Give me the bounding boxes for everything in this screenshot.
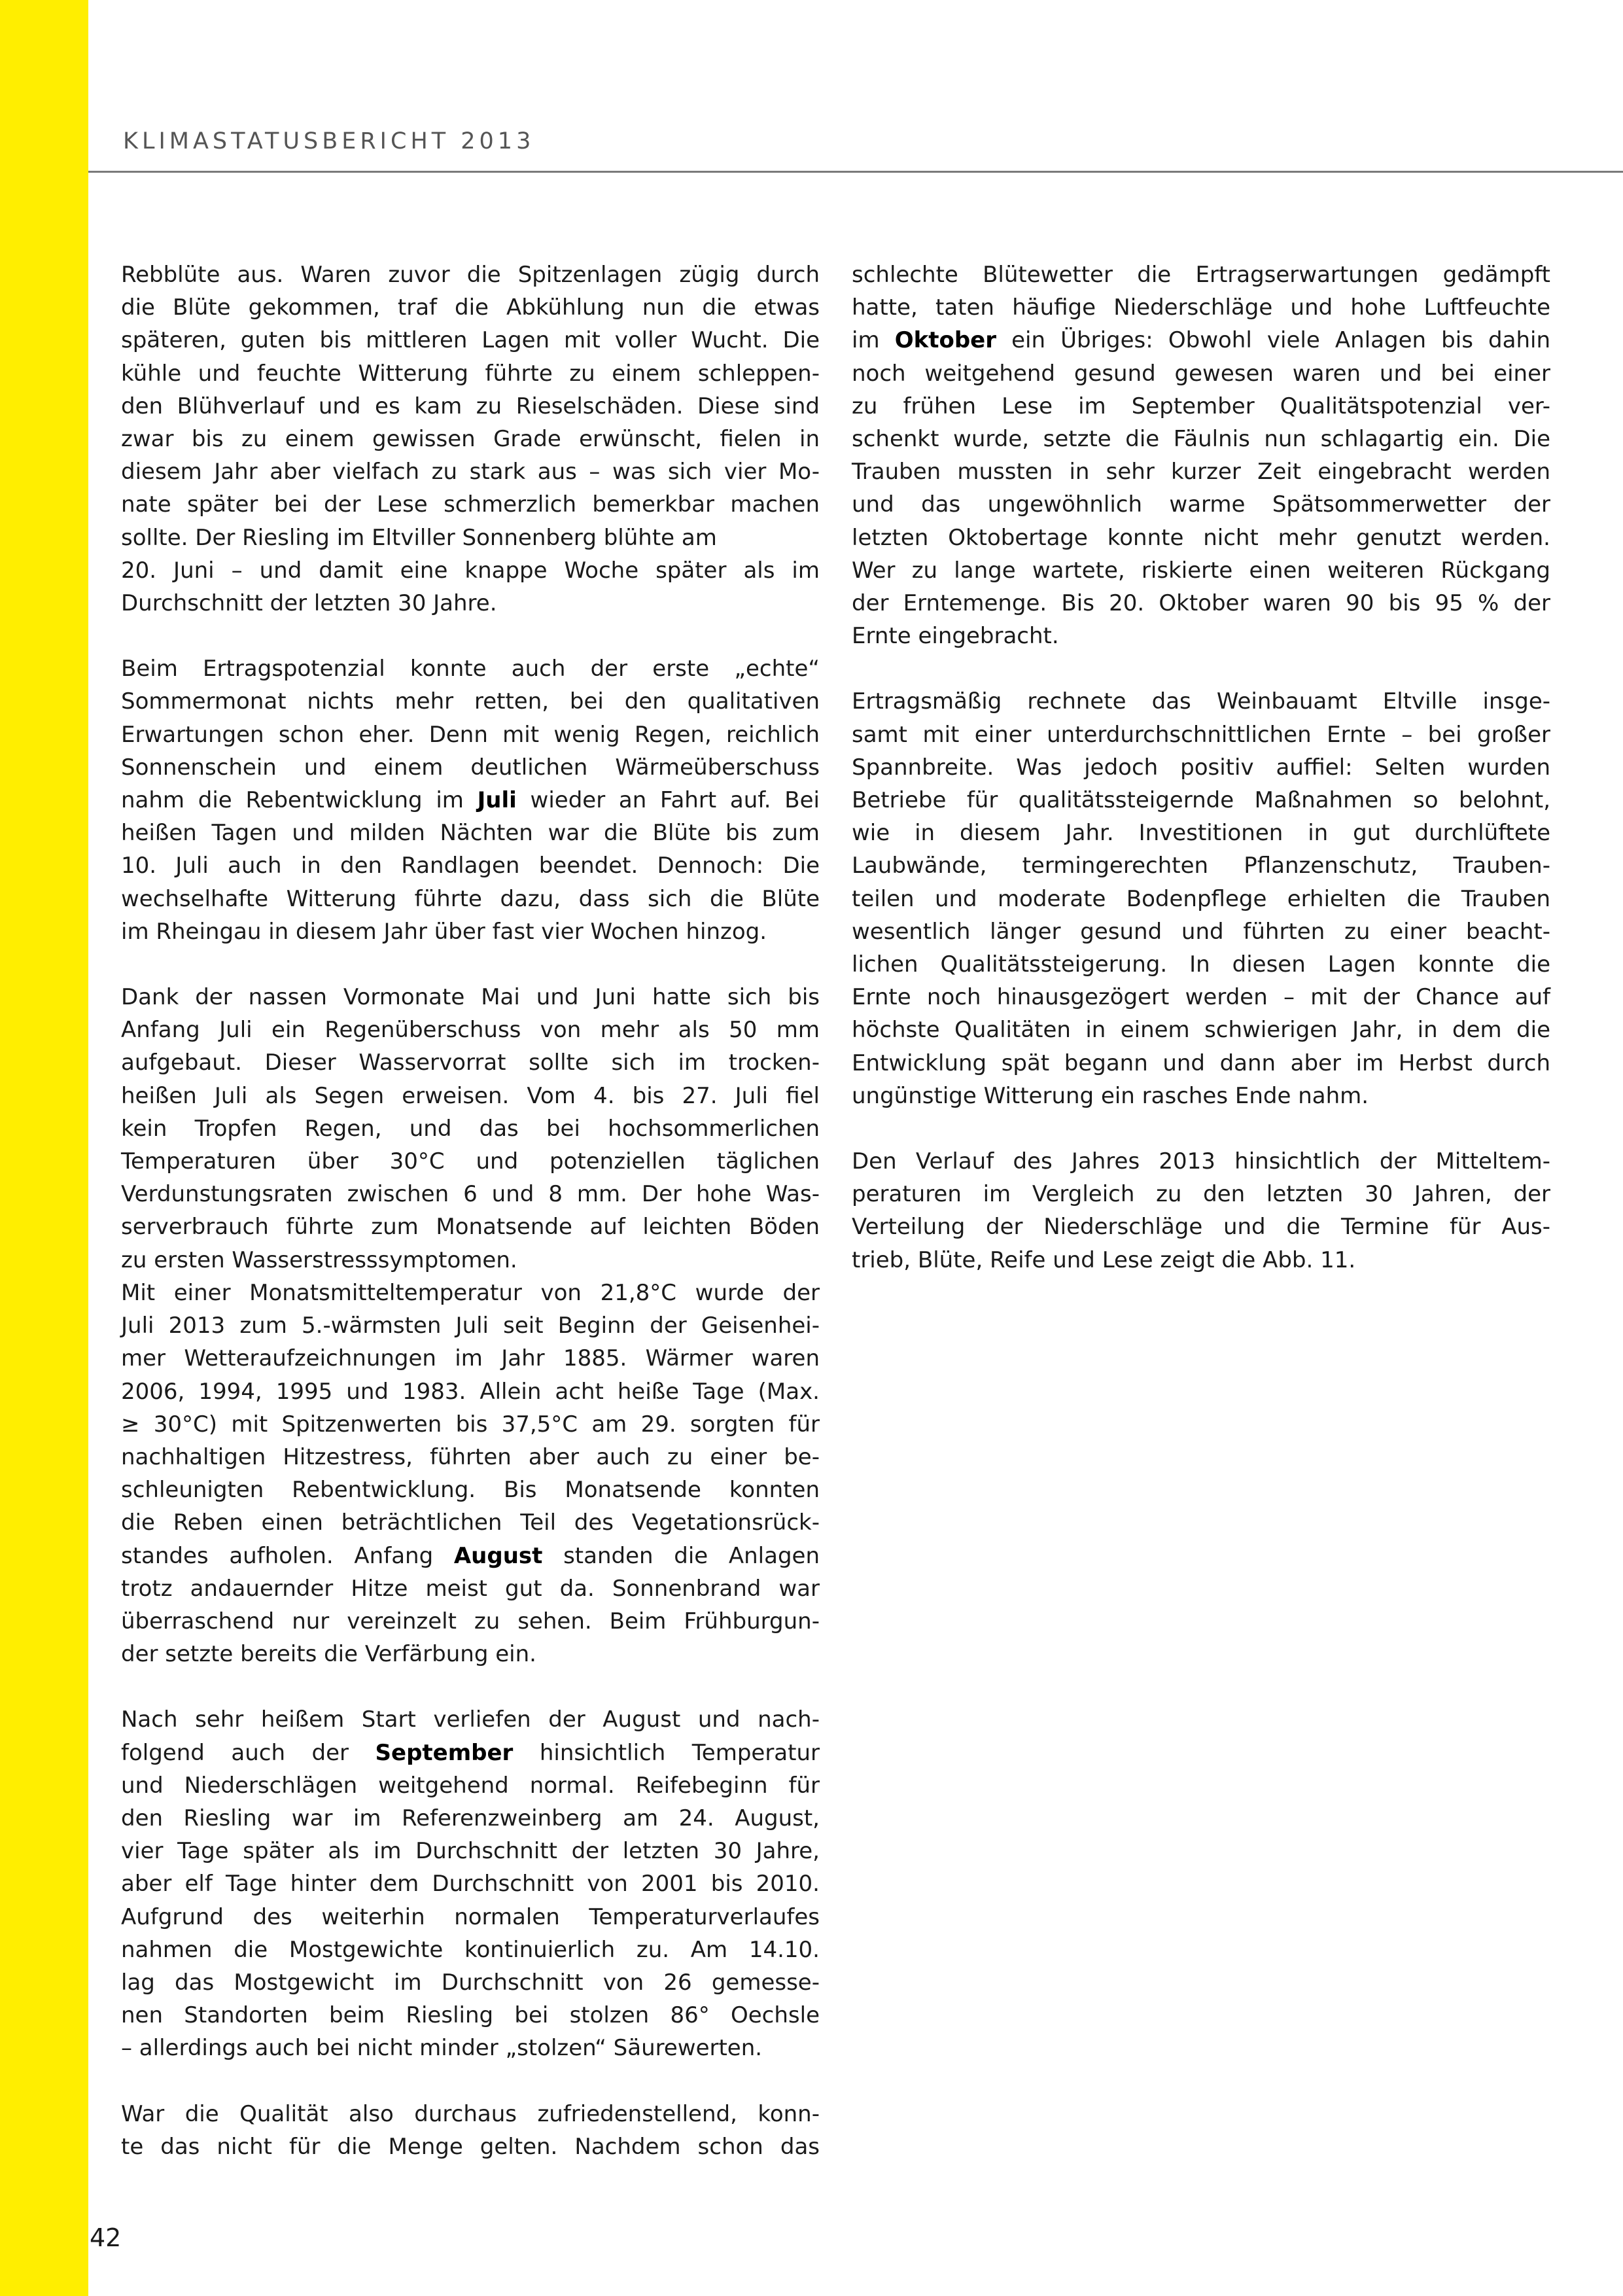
text-line: letzten Oktobertage konnte nicht mehr genutzt werden. — [852, 524, 1550, 551]
text-line: schlechte Blütewetter die Ertragserwartungen gedämpft — [852, 262, 1550, 288]
text-line: vier Tage später als im Durchschnitt der letzten 30 Jahre, — [121, 1838, 820, 1865]
text-line: serverbrauch führte zum Monatsende auf leichten Böden — [121, 1214, 820, 1241]
text-line: Betriebe für qualitätssteigernde Maßnahmen so belohnt, — [852, 787, 1550, 814]
text-line: Beim Ertragspotenzial konnte auch der erste „echte“ — [121, 656, 820, 682]
text-line: späteren, guten bis mittleren Lagen mit voller Wucht. Die — [121, 327, 820, 354]
text-run: wieder an Fahrt auf. Bei — [516, 787, 820, 814]
text-line: ungünstige Witterung ein rasches Ende nahm. — [852, 1082, 1369, 1109]
text-line: samt mit einer unterdurchschnittlichen Ernte – bei großer — [852, 721, 1550, 748]
text-line: Ernte noch hinausgezögert werden – mit der Chance auf — [852, 984, 1550, 1011]
text-run: ein Übriges: Obwohl viele Anlagen bis dahin — [996, 327, 1550, 354]
text-line: Verteilung der Niederschläge und die Termine für Aus- — [852, 1214, 1550, 1241]
text-line: nahmen die Mostgewichte kontinuierlich zu. Am 14.10. — [121, 1936, 820, 1963]
text-line: Anfang Juli ein Regenüberschuss von mehr als 50 mm — [121, 1017, 820, 1044]
text-line: Entwicklung spät begann und dann aber im Herbst durch — [852, 1050, 1550, 1076]
text-line: noch weitgehend gesund gewesen waren und bei einer — [852, 360, 1550, 387]
text-line: Trauben mussten in sehr kurzer Zeit eingebracht werden — [852, 459, 1550, 486]
text-line: Durchschnitt der letzten 30 Jahre. — [121, 590, 497, 617]
text-line: peraturen im Vergleich zu den letzten 30 Jahren, der — [852, 1181, 1550, 1208]
text-run: standes aufholen. Anfang — [121, 1542, 454, 1569]
text-run: nahm die Rebentwicklung im — [121, 787, 478, 814]
right-column — [852, 258, 1550, 1277]
text-line: Den Verlauf des Jahres 2013 hinsichtlich der Mitteltem- — [852, 1148, 1550, 1175]
text-line: Wer zu lange wartete, riskierte einen weiteren Rückgang — [852, 557, 1550, 584]
text-line: aber elf Tage hinter dem Durchschnitt von 2001 bis 2010. — [121, 1871, 820, 1898]
paragraph-verlauf-abb — [852, 1145, 1550, 1277]
header-rule — [88, 171, 1623, 173]
text-line: zwar bis zu einem gewissen Grade erwünscht, fielen in — [121, 426, 820, 453]
text-line: teilen und moderate Bodenpflege erhielten die Trauben — [852, 885, 1550, 912]
text-line: sollte. Der Riesling im Eltviller Sonnenberg blühte am — [121, 524, 717, 551]
text-line: Laubwände, termingerechten Pflanzenschutz, Trauben- — [852, 853, 1550, 879]
text-line: höchste Qualitäten in einem schwierigen Jahr, in dem die — [852, 1017, 1550, 1044]
text-line: Verdunstungsraten zwischen 6 und 8 mm. Der hohe Was- — [121, 1181, 820, 1208]
text-line: im Rheingau in diesem Jahr über fast vier Wochen hinzog. — [121, 918, 767, 945]
paragraph-ertragspotenzial — [121, 652, 820, 948]
text-line: ≥ 30°C) mit Spitzenwerten bis 37,5°C am 29. sorgten für — [121, 1411, 820, 1438]
text-line: Ernte eingebracht. — [852, 623, 1059, 650]
text-line: Dank der nassen Vormonate Mai und Juni hatte sich bis — [121, 984, 820, 1011]
text-line: Juli 2013 zum 5.-wärmsten Juli seit Beginn der Geisenhei- — [121, 1313, 820, 1339]
yellow-side-bar — [0, 0, 88, 2296]
text-line: Rebblüte aus. Waren zuvor die Spitzenlagen zügig durch — [121, 262, 820, 288]
text-line: 20. Juni – und damit eine knappe Woche später als im — [121, 557, 820, 584]
paragraph-august-september — [121, 1703, 820, 2064]
text-line: schleunigten Rebentwicklung. Bis Monatsende konnten — [121, 1477, 820, 1504]
text-line — [852, 324, 1550, 357]
text-line: kühle und feuchte Witterung führte zu einem schleppen- — [121, 360, 820, 387]
text-line: aufgebaut. Dieser Wasservorrat sollte sich im trocken- — [121, 1050, 820, 1076]
text-line: War die Qualität also durchaus zufriedenstellend, konn- — [121, 2100, 820, 2127]
text-run: standen die Anlagen — [542, 1542, 820, 1569]
text-line: wechselhafte Witterung führte dazu, dass sich die Blüte — [121, 885, 820, 912]
text-line: hatte, taten häufige Niederschläge und hohe Luftfeuchte — [852, 294, 1550, 321]
text-line: schenkt wurde, setzte die Fäulnis nun schlagartig ein. Die — [852, 426, 1550, 453]
text-line: – allerdings auch bei nicht minder „stolzen“ Säurewerten. — [121, 2035, 763, 2062]
text-line: diesem Jahr aber vielfach zu stark aus – was sich vier Mo- — [121, 459, 820, 486]
text-line: lag das Mostgewicht im Durchschnitt von 26 gemesse- — [121, 1969, 820, 1996]
text-line: überraschend nur vereinzelt zu sehen. Beim Frühburgun- — [121, 1608, 820, 1634]
text-line: 10. Juli auch in den Randlagen beendet. Dennoch: Die — [121, 853, 820, 879]
text-run: im — [852, 327, 895, 354]
text-line: der Erntemenge. Bis 20. Oktober waren 90 bis 95 % der — [852, 590, 1550, 617]
text-run: folgend auch der — [121, 1739, 375, 1766]
month-august-bold: August — [453, 1542, 543, 1569]
text-line: trieb, Blüte, Reife und Lese zeigt die Abb. 11. — [852, 1246, 1356, 1273]
text-line: kein Tropfen Regen, und das bei hochsommerlichen — [121, 1115, 820, 1142]
text-line: lichen Qualitätssteigerung. In diesen Lagen konnte die — [852, 951, 1550, 978]
text-line: 2006, 1994, 1995 und 1983. Allein acht heiße Tage (Max. — [121, 1378, 820, 1405]
text-line: heißen Tagen und milden Nächten war die Blüte bis zum — [121, 820, 820, 847]
text-line: und das ungewöhnlich warme Spätsommerwetter der — [852, 491, 1550, 518]
text-line: Sommermonat nichts mehr retten, bei den qualitativen — [121, 688, 820, 715]
month-juli-bold: Juli — [477, 787, 517, 814]
text-line: Temperaturen über 30°C und potenziellen täglichen — [121, 1148, 820, 1175]
text-line: wie in diesem Jahr. Investitionen in gut durchlüftete — [852, 820, 1550, 847]
month-september-bold: September — [375, 1739, 514, 1766]
text-line: trotz andauernder Hitze meist gut da. Sonnenbrand war — [121, 1575, 820, 1602]
text-line: der setzte bereits die Verfärbung ein. — [121, 1641, 536, 1668]
text-run: hinsichtlich Temperatur — [513, 1739, 820, 1766]
text-line: Mit einer Monatsmitteltemperatur von 21,8°C wurde der — [121, 1279, 820, 1306]
text-line — [121, 1737, 820, 1769]
text-line: den Riesling war im Referenzweinberg am 24. August, — [121, 1805, 820, 1831]
running-header: KLIMASTATUSBERICHT 2013 — [123, 128, 535, 154]
text-line: wesentlich länger gesund und führten zu einer beacht- — [852, 918, 1550, 945]
text-line: zu frühen Lese im September Qualitätspotenzial ver- — [852, 393, 1550, 419]
paragraph-monatsmitteltemperatur — [121, 1277, 820, 1670]
month-oktober-bold: Oktober — [894, 327, 996, 354]
text-line: zu ersten Wasserstresssymptomen. — [121, 1246, 517, 1273]
left-column — [121, 258, 820, 2163]
text-line: Ertragsmäßig rechnete das Weinbauamt Eltville insge- — [852, 688, 1550, 715]
paragraph-oktober-faeulnis — [852, 258, 1550, 652]
text-line: te das nicht für die Menge gelten. Nachdem schon das — [121, 2133, 820, 2160]
text-line: die Blüte gekommen, traf die Abkühlung nun die etwas — [121, 294, 820, 321]
paragraph-rebbluete — [121, 258, 820, 620]
text-line: Erwartungen schon eher. Denn mit wenig Regen, reichlich — [121, 721, 820, 748]
text-line — [121, 1540, 820, 1572]
text-line: die Reben einen beträchtlichen Teil des Vegetationsrück- — [121, 1510, 820, 1536]
paragraph-ertragsmaessig — [852, 685, 1550, 1112]
text-line: mer Wetteraufzeichnungen im Jahr 1885. Wärmer waren — [121, 1345, 820, 1372]
text-line: nen Standorten beim Riesling bei stolzen 86° Oechsle — [121, 2002, 820, 2029]
text-line: heißen Juli als Segen erweisen. Vom 4. bis 27. Juli fiel — [121, 1082, 820, 1109]
text-line: und Niederschlägen weitgehend normal. Reifebeginn für — [121, 1772, 820, 1799]
paragraph-qualitaet-menge — [121, 2098, 820, 2163]
text-line: Sonnenschein und einem deutlichen Wärmeüberschuss — [121, 754, 820, 781]
page-number: 42 — [90, 2223, 122, 2252]
text-line: Nach sehr heißem Start verliefen der August und nach- — [121, 1706, 820, 1733]
text-line: den Blühverlauf und es kam zu Rieselschäden. Diese sind — [121, 393, 820, 419]
paragraph-regenueberschuss — [121, 981, 820, 1277]
text-line: Aufgrund des weiterhin normalen Temperaturverlaufes — [121, 1903, 820, 1930]
text-line: nate später bei der Lese schmerzlich bemerkbar machen — [121, 491, 820, 518]
text-line: Spannbreite. Was jedoch positiv auffiel: Selten wurden — [852, 754, 1550, 781]
text-line: nachhaltigen Hitzestress, führten aber auch zu einer be- — [121, 1443, 820, 1470]
text-line — [121, 784, 820, 817]
